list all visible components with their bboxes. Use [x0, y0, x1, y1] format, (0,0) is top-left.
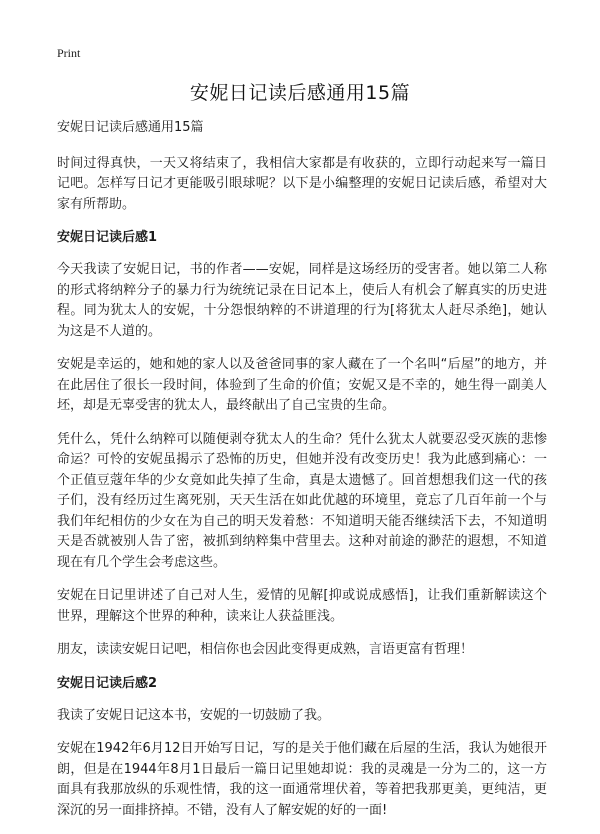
- section-heading-1: 安妮日记读后感1: [57, 230, 158, 245]
- paragraph: 安妮在1942年6月12日开始写日记，写的是关于他们藏在后屋的生活，我认为她很开朗，但是在1944年8月1日最后一篇日记里她却说：我的灵魂是一分为二的，这一方面具有我那放纵的乐观性情，我的这一面通常埋伏着，等着把我那更美，更纯洁，更深沉的另一面排挤掉。不错，没有人了解安妮的好的一面!: [57, 741, 547, 818]
- paragraph: 安妮在日记里讲述了自己对人生，爱情的见解[抑或说成感悟]，让我们重新解读这个世界，理解这个世界的种种，读来让人获益匪浅。: [57, 588, 547, 624]
- paragraph: 朋友，读读安妮日记吧，相信你也会因此变得更成熟，言语更富有哲理！: [57, 642, 474, 657]
- paragraph: 今天我读了安妮日记，书的作者——安妮，同样是这场经历的受害者。她以第二人称的形式将纳粹分子的暴力行为统统记录在日记本上，使后人有机会了解真实的历史进程。同为犹太人的安妮，十分怨恨纳粹的不讲道理的行为[将犹太人赶尽杀绝]，她认为这是不人道的。: [57, 262, 547, 339]
- intro-paragraph: 时间过得真快，一天又将结束了，我相信大家都是有收获的，立即行动起来写一篇日记吧。怎样写日记才更能吸引眼球呢？以下是小编整理的安妮日记读后感，希望对大家有所帮助。: [57, 155, 547, 212]
- page-title: 安妮日记读后感通用15篇: [189, 82, 411, 104]
- print-label[interactable]: Print: [57, 46, 81, 60]
- document-body: [57, 118, 547, 834]
- paragraph: 凭什么，凭什么纳粹可以随便剥夺犹太人的生命？凭什么犹太人就要忍受灭族的悲惨命运？可怜的安妮虽揭示了恐怖的历史，但她并没有改变历史！我为此感到痛心：一个正值豆蔻年华的少女竟如此失掉了生命，真是太遗憾了。回首想想我们这一代的孩子们，没有经历过生离死别，天天生活在如此优越的环境里，竟忘了几百年前一个与我们年纪相仿的少女在为自己的明天发着愁：不知道明天能否继续活下去，不知道明天是否就被别人告了密，被抓到纳粹集中营里去。这种对前途的渺茫的遐想，不知道现在有几个学生会考虑这些。: [57, 431, 547, 570]
- paragraph: 我读了安妮日记这本书，安妮的一切鼓励了我。: [57, 707, 331, 723]
- section-heading-2: 安妮日记读后感2: [57, 675, 158, 691]
- paragraph: 安妮是幸运的，她和她的家人以及爸爸同事的家人藏在了一个名叫“后屋”的地方，并在此居住了很长一段时间，体验到了生命的价值；安妮又是不幸的，她生得一副美人坯，却是无辜受害的犹太人，最终献出了自己宝贵的生命。: [57, 357, 547, 413]
- document-subtitle: 安妮日记读后感通用15篇: [57, 120, 204, 135]
